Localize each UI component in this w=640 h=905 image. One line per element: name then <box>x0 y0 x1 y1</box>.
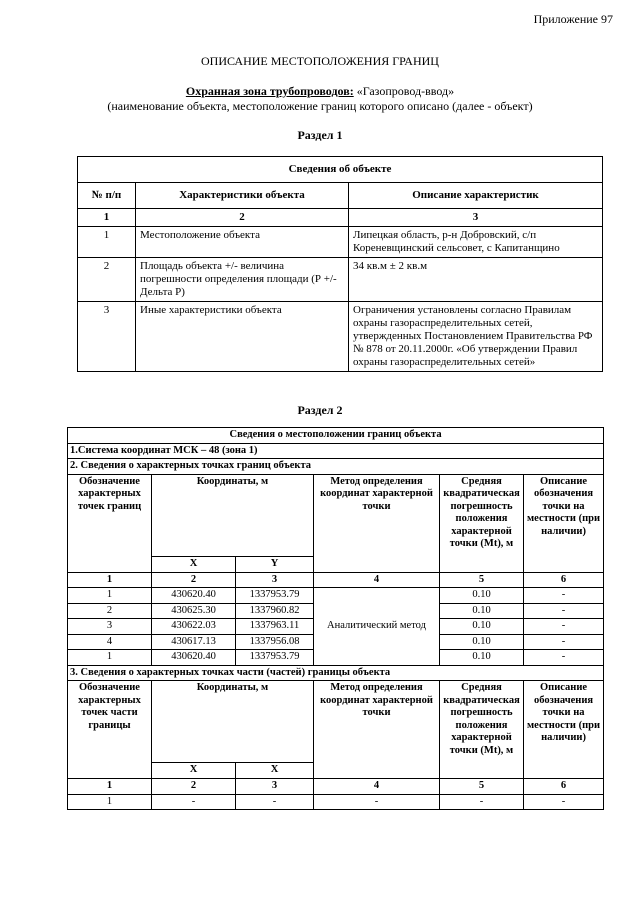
characteristic-description: Липецкая область, р-н Добровский, с/п Кореневщинский сельсовет, с Капитанщино <box>349 227 603 258</box>
boundary-location-table <box>67 427 604 810</box>
point-x: 430622.03 <box>152 619 236 635</box>
point-description: - <box>524 588 604 604</box>
document-title: ОПИСАНИЕ МЕСТОПОЛОЖЕНИЯ ГРАНИЦ <box>201 54 439 68</box>
point-y: 1337960.82 <box>236 603 314 619</box>
header-x: X <box>152 763 236 779</box>
point-y: 1337956.08 <box>236 634 314 650</box>
object-subject <box>0 84 640 114</box>
method-value: Аналитический метод <box>314 588 440 666</box>
point-y: - <box>236 794 314 810</box>
col-number: 3 <box>349 209 603 227</box>
col-number: 2 <box>136 209 349 227</box>
row-number: 3 <box>78 302 136 372</box>
header-error: Средняя квадратическая погрешность положения характерной точки (Мt), м <box>440 474 524 572</box>
subject-subtitle: (наименование объекта, местоположение границ которого описано (далее - объект) <box>107 99 533 113</box>
characteristic-description: Ограничения установлены согласно Правилам охраны газораспределительных сетей, утвержденных Постановлением Правительства РФ № 878 от 20.11.2000г. «Об утверждении Правил охраны газораспределительных сетей» <box>349 302 603 372</box>
header-method: Метод определения координат характерной точки <box>314 474 440 572</box>
col-number: 3 <box>236 572 314 588</box>
point-x: 430620.40 <box>152 588 236 604</box>
point-description: - <box>524 619 604 635</box>
col-number: 1 <box>68 779 152 795</box>
part3-title: 3. Сведения о характерных точках части (частей) границы объекта <box>68 665 604 681</box>
point-error: 0.10 <box>440 588 524 604</box>
col-number: 1 <box>68 572 152 588</box>
point-error: 0.10 <box>440 619 524 635</box>
point-y: 1337963.11 <box>236 619 314 635</box>
point-id: 1 <box>68 588 152 604</box>
table-row <box>78 227 603 258</box>
header-y: Y <box>236 556 314 572</box>
table-row <box>78 258 603 302</box>
col-header-characteristic: Характеристики объекта <box>136 183 349 209</box>
header-coordinates: Координаты, м <box>152 474 314 556</box>
section1-title: Раздел 1 <box>297 128 343 142</box>
point-description: - <box>524 603 604 619</box>
header-method: Метод определения координат характерной точки <box>314 681 440 779</box>
header-designation: Обозначение характерных точек границ <box>68 474 152 572</box>
boundary-table-title: Сведения о местоположении границ объекта <box>68 428 604 444</box>
characteristic-name: Местоположение объекта <box>136 227 349 258</box>
section2-title: Раздел 2 <box>297 403 343 417</box>
zone-label: Охранная зона трубопроводов: <box>185 84 354 98</box>
point-x: 430620.40 <box>152 650 236 666</box>
point-error: 0.10 <box>440 650 524 666</box>
col-number: 5 <box>440 572 524 588</box>
col-number: 6 <box>524 779 604 795</box>
point-x: - <box>152 794 236 810</box>
col-number: 1 <box>78 209 136 227</box>
row-number: 1 <box>78 227 136 258</box>
col-number: 2 <box>152 572 236 588</box>
point-error: 0.10 <box>440 634 524 650</box>
col-number: 2 <box>152 779 236 795</box>
point-y: 1337953.79 <box>236 588 314 604</box>
col-number: 6 <box>524 572 604 588</box>
col-header-description: Описание характеристик <box>349 183 603 209</box>
header-coordinates: Координаты, м <box>152 681 314 763</box>
header-point-description: Описание обозначения точки на местности (при наличии) <box>524 681 604 779</box>
table-row <box>68 588 604 604</box>
col-number: 4 <box>314 572 440 588</box>
header-designation: Обозначение характерных точек части границы <box>68 681 152 779</box>
point-error: 0.10 <box>440 603 524 619</box>
header-point-description: Описание обозначения точки на местности (при наличии) <box>524 474 604 572</box>
appendix-label: Приложение 97 <box>533 12 613 26</box>
point-id: 1 <box>68 794 152 810</box>
header-x: X <box>236 763 314 779</box>
point-x: 430625.30 <box>152 603 236 619</box>
point-id: 1 <box>68 650 152 666</box>
point-error: - <box>440 794 524 810</box>
point-id: 4 <box>68 634 152 650</box>
point-method: - <box>314 794 440 810</box>
header-x: X <box>152 556 236 572</box>
col-number: 5 <box>440 779 524 795</box>
col-number: 4 <box>314 779 440 795</box>
zone-value: «Газопровод-ввод» <box>353 84 455 98</box>
part2-title: 2. Сведения о характерных точках границ объекта <box>68 459 604 475</box>
point-description: - <box>524 794 604 810</box>
point-id: 3 <box>68 619 152 635</box>
table-row <box>68 794 604 810</box>
coordinate-system: 1.Система координат МСК – 48 (зона 1) <box>68 443 604 459</box>
col-header-number: № п/п <box>78 183 136 209</box>
point-description: - <box>524 650 604 666</box>
col-number: 3 <box>236 779 314 795</box>
point-id: 2 <box>68 603 152 619</box>
header-error: Средняя квадратическая погрешность положения характерной точки (Мt), м <box>440 681 524 779</box>
row-number: 2 <box>78 258 136 302</box>
zone-line <box>0 84 640 99</box>
characteristic-name: Иные характеристики объекта <box>136 302 349 372</box>
object-table-title: Сведения об объекте <box>78 157 603 183</box>
characteristic-name: Площадь объекта +/- величина погрешности определения площади (Р +/- Дельта Р) <box>136 258 349 302</box>
point-y: 1337953.79 <box>236 650 314 666</box>
table-row <box>78 302 603 372</box>
point-x: 430617.13 <box>152 634 236 650</box>
object-info-table <box>77 156 603 372</box>
point-description: - <box>524 634 604 650</box>
characteristic-description: 34 кв.м ± 2 кв.м <box>349 258 603 302</box>
